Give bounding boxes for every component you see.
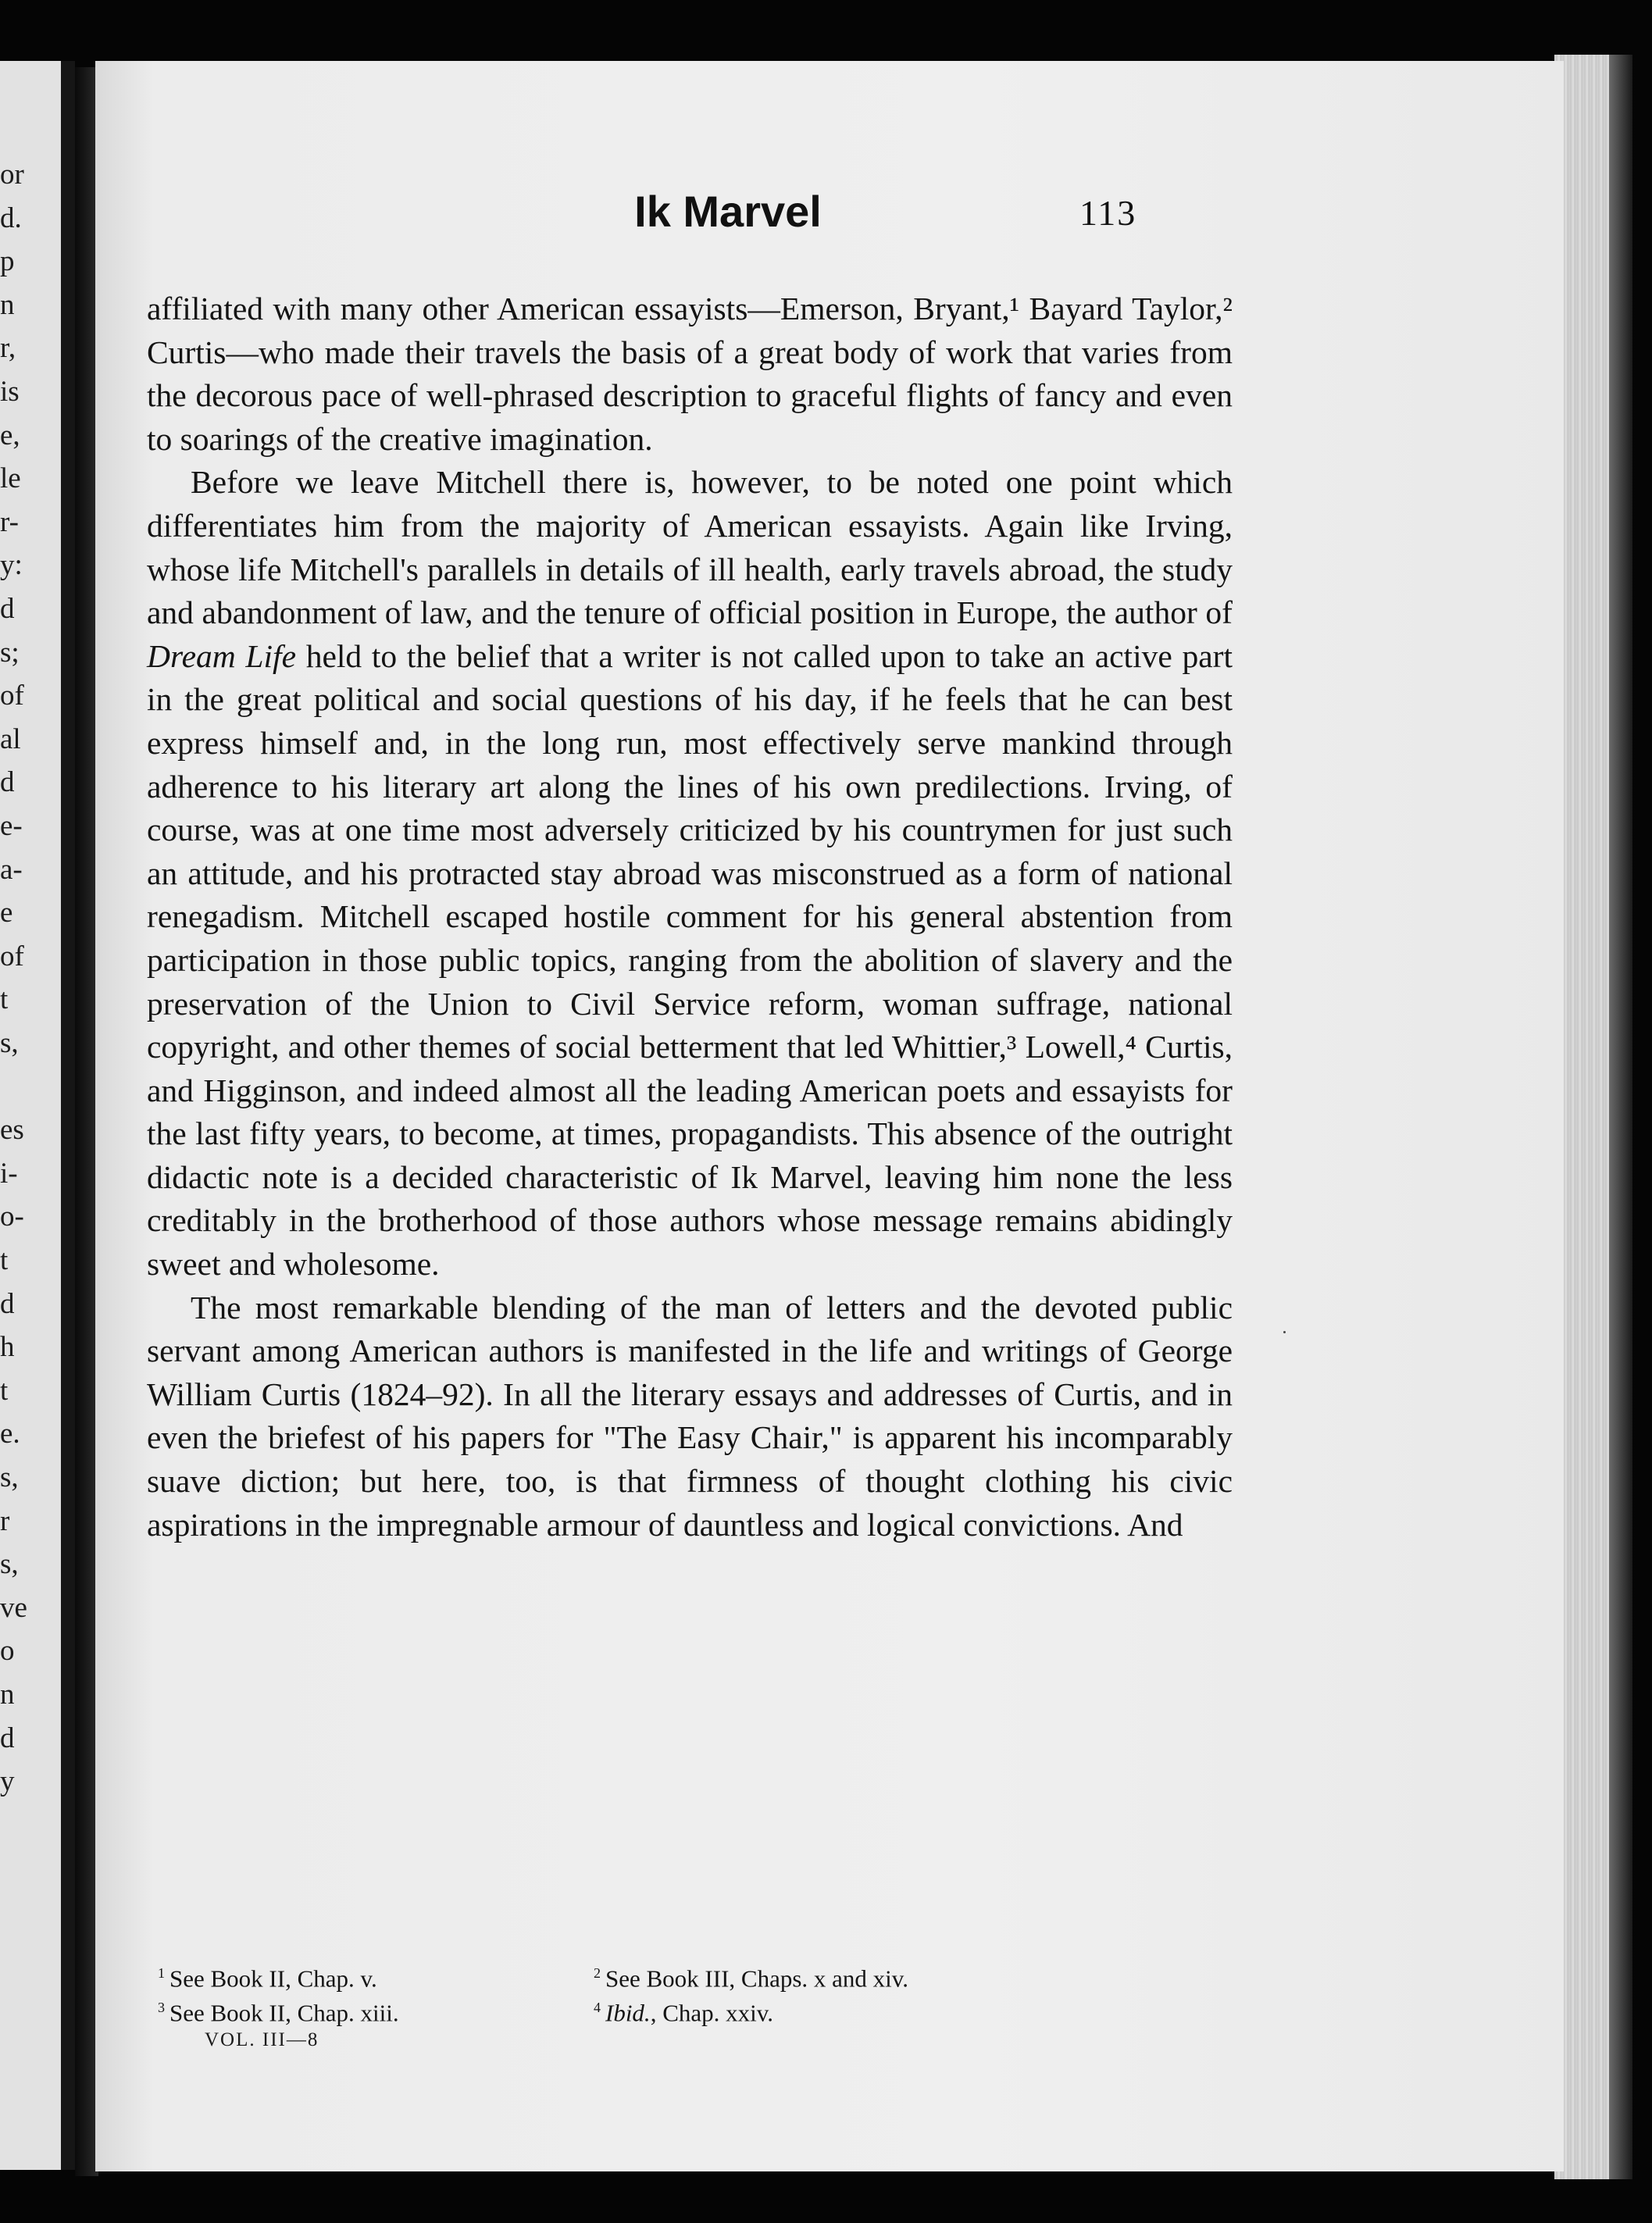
dust-speck [1283,1331,1286,1333]
previous-page-fragment: t [0,983,9,1016]
previous-page-fragment: n [0,1679,15,1711]
body-text [147,287,1233,1547]
previous-page-fragment: y [0,1765,15,1798]
previous-page-fragment: o- [0,1201,24,1233]
previous-page-fragment: e, [0,419,20,451]
book-page [95,61,1564,2171]
paragraph-3: The most remarkable blending of the man of letters and the devoted public servant among American authors is manifested in the life and writings of George William Curtis (1824–92). In all the literary essays and addresses of Curtis, and in even the briefest of his papers for "The Easy Chair," is apparent his incomparably suave diction; but here, too, is that firmness of thought clothing his civic aspirations in the impregnable armour of dauntless and logical convictions. And [147,1289,1233,1543]
previous-page-fragment: e- [0,810,23,842]
previous-page-fragment: h [0,1331,15,1364]
previous-page-fragment: le [0,462,21,495]
previous-page-fragment: d [0,766,15,799]
previous-page-fragment: s, [0,1548,19,1581]
signature-mark: VOL. III—8 [205,2029,319,2050]
previous-page-fragment: al [0,723,21,755]
previous-page-fragment: d [0,593,15,625]
previous-page-fragment: e. [0,1418,20,1450]
previous-page-fragment: r [0,1504,10,1537]
previous-page-fragment: r, [0,332,16,365]
previous-page-fragment: t [0,1244,9,1276]
previous-page-edge [0,61,75,2170]
previous-page-fragment: s, [0,1461,19,1493]
previous-page-fragment: is [0,376,20,408]
previous-page-fragment: or [0,159,24,191]
previous-page-fragment: o [0,1635,15,1668]
previous-page-fragment: y: [0,549,23,582]
previous-page-fragment: n [0,288,15,321]
running-title: Ik Marvel [634,187,822,236]
footnote-4: $^4$ Ibid., Chap. xxiv. [594,1999,773,2027]
page-number: 113 [1079,193,1137,233]
previous-page-fragment: es [0,1114,24,1147]
running-head [95,186,1564,241]
previous-page-fragment: d [0,1722,15,1754]
previous-page-fragment: d [0,1287,15,1320]
previous-page-fragment: r- [0,505,19,538]
footnote-1: $^1$ See Book II, Chap. v. [158,1964,377,1993]
previous-page-fragment: p [0,245,15,278]
footnote-2: $^2$ See Book III, Chaps. x and xiv. [594,1964,909,1993]
previous-page-fragment: t [0,1374,9,1407]
previous-page-fragment: e [0,897,13,930]
footnote-3: $^3$ See Book II, Chap. xiii. [158,1999,399,2027]
previous-page-fragment: s; [0,636,20,669]
page-stack-edge [1554,55,1632,2179]
previous-page-fragment: ve [0,1591,27,1624]
paragraph-1: affiliated with many other American essayists—Emerson, Bryant,¹ Bayard Taylor,² Curtis—who made their travels the basis of a great body of work that varies from the decorous pace of well-phrased description to graceful flights of fancy and even to soarings of the creative imagination. [147,291,1233,457]
previous-page-fragment: of [0,940,24,972]
previous-page-fragment: a- [0,853,23,886]
previous-page-fragment: i- [0,1157,18,1190]
previous-page-fragment: of [0,680,24,712]
previous-page-fragment: d. [0,202,22,234]
previous-page-fragment: s, [0,1027,19,1059]
paragraph-2: Before we leave Mitchell there is, however, to be noted one point which differentiates him from the majority of American essayists. Again like Irving, whose life Mitchell's parallels in details of ill health, early travels abroad, the study and abandonment of law, and the tenure of official position in Europe, the author of Dream Life held to the belief that a writer is not called upon to take an active part in the great political and social questions of his day, if he feels that he can best express himself and, in the long run, most effectively serve mankind through adherence to his literary art along the lines of his own predilections. Irving, of course, was at one time most adversely criticized by his countrymen for just such an attitude, and his protracted stay abroad was misconstrued as a form of national renegadism. Mitchell escaped hostile comment for his general abstention from participation in those public topics, ranging from the abolition of slavery and the preservation of the Union to Civil Service reform, woman suffrage, national copyright, and other themes of social betterment that led Whittier,³ Lowell,⁴ Curtis, and Higginson, and indeed almost all the leading American poets and essayists for the last fifty years, to become, at times, propagandists. This absence of the outright didactic note is a decided characteristic of Ik Marvel, leaving him none the less creditably in the brotherhood of those authors whose message remains abidingly sweet and wholesome. [147,464,1233,1283]
